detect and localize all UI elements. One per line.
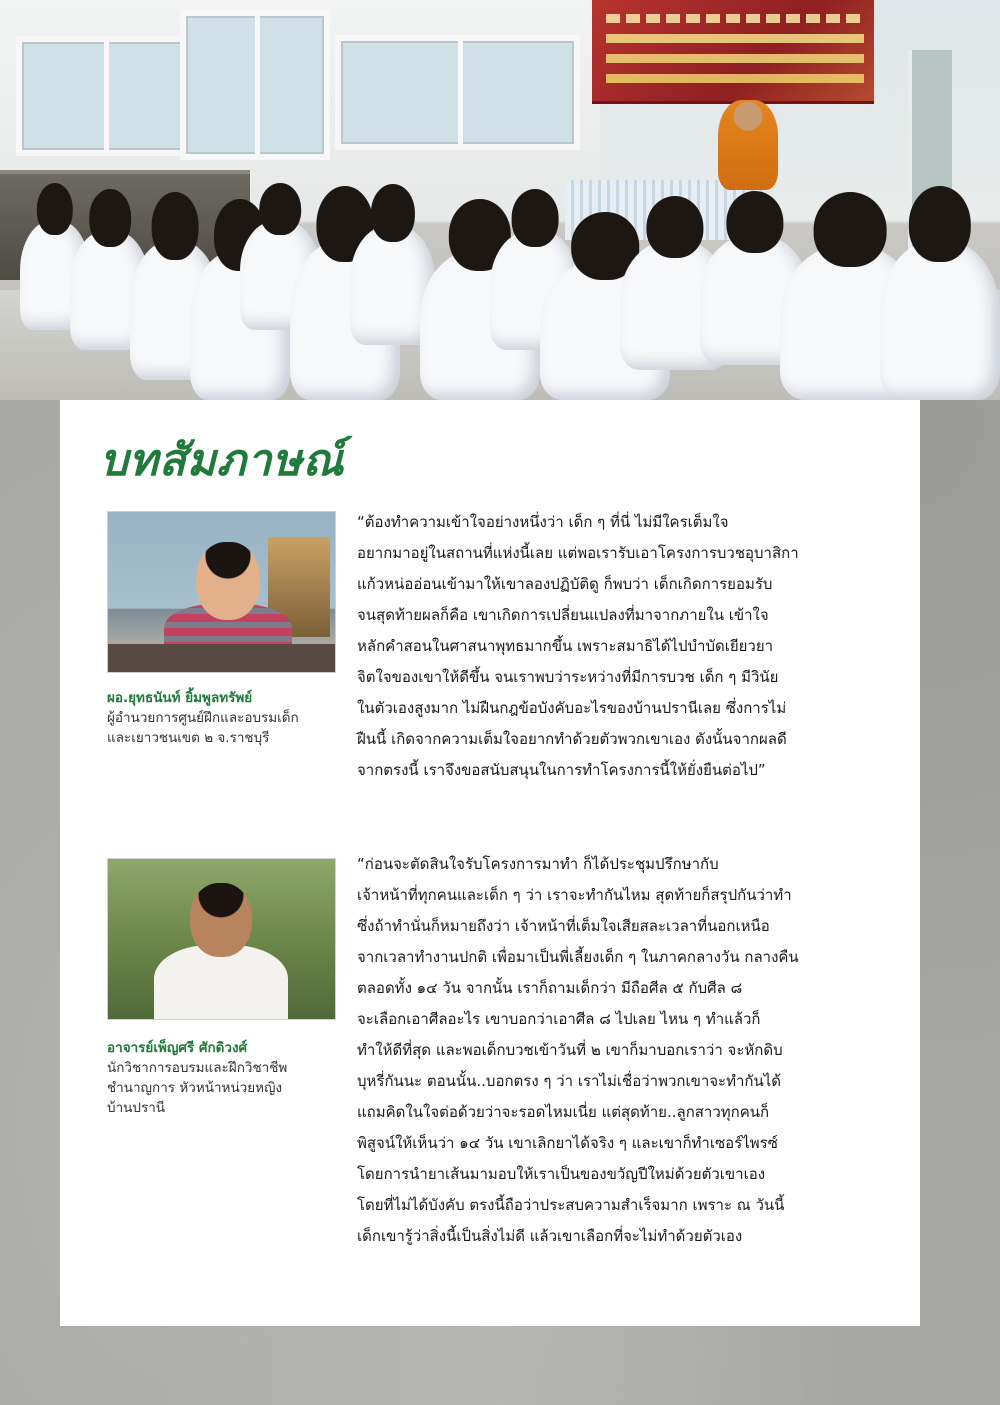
interviewee-role: และเยาวชนเขต ๒ จ.ราชบุรี	[107, 730, 270, 746]
interviewee-role: บ้านปรานี	[107, 1100, 166, 1116]
monk-figure	[718, 100, 778, 190]
caption-teacher	[107, 1038, 347, 1118]
interview-quote: “ก่อนจะตัดสินใจรับโครงการมาทำ ก็ได้ประชุมปรึกษากับ เจ้าหน้าที่ทุกคนและเด็ก ๆ ว่า เราจะทำกันไหม สุดท้ายก็สรุปกันว่าทำ ซึ่งถ้าทำนั่นก็หมายถึงว่า เจ้าหน้าที่เต็มใจเสียสละเวลาที่นอกเหนือ จากเวลาทำงานปกติ เพื่อมาเป็นพี่เลี้ยงเด็ก ๆ ในภาคกลางวัน กลางคืน ตลอดทั้ง ๑๔ วัน จากนั้น เราก็ถามเด็กว่า มีถือศีล ๕ กับศีล ๘ จะเลือกเอาศีลอะไร เขาบอกว่าเอาศีล ๘ ไปเลย ไหน ๆ ทำแล้วก็ ทำให้ดีที่สุด และพอเด็กบวชเข้าวันที่ ๒ เขาก็มาบอกเราว่า จะหักดิบ บุหรี่กันนะ ตอนนั้น..บอกตรง ๆ ว่า เราไม่เชื่อว่าพวกเขาจะทำกันได้ แถมคิดในใจต่อด้วยว่าจะรอดไหมเนี่ย แต่สุดท้าย..ลูกสาวทุกคนก็ พิสูจน์ให้เห็นว่า ๑๔ วัน เขาเลิกยาได้จริง ๆ และเขาก็ทำเซอร์ไพรซ์ โดยการนำยาเส้นมามอบให้เราเป็นของขวัญปีใหม่ด้วยตัวเขาเอง โดยที่ไม่ได้บังคับ ตรงนี้ถือว่าประสบความสำเร็จมาก เพราะ ณ วันนี้ เด็กเขารู้ว่าสิ่งนี้เป็นสิ่งไม่ดี แล้วเขาเลือกที่จะไม่ทำด้วยตัวเอง	[357, 855, 799, 1245]
portrait-teacher	[107, 858, 336, 1020]
window	[180, 10, 330, 160]
hero-photo-ordination-ceremony	[0, 0, 1000, 400]
participant-figure	[880, 240, 1000, 400]
window	[335, 35, 580, 150]
interviewee-role: ผู้อำนวยการศูนย์ฝึกและอบรมเด็ก	[107, 710, 299, 726]
interviewee-name: อาจารย์เพ็ญศรี ศักดิวงศ์	[107, 1040, 248, 1056]
interviewee-name: ผอ.ยุทธนันท์ ยิ้มพูลทรัพย์	[107, 690, 253, 706]
caption-director	[107, 688, 347, 748]
interviewee-role: ชำนาญการ หัวหน้าหน่วยหญิง	[107, 1080, 283, 1096]
face	[190, 883, 252, 957]
face	[196, 542, 260, 620]
project-banner	[592, 0, 874, 104]
page-title: บทสัมภาษณ์	[100, 435, 345, 486]
window	[16, 36, 191, 156]
portrait-director	[107, 511, 336, 673]
desk	[108, 644, 336, 673]
interview-quote: “ต้องทำความเข้าใจอย่างหนึ่งว่า เด็ก ๆ ที่นี่ ไม่มีใครเต็มใจ อยากมาอยู่ในสถานที่แห่งนี้เลย แต่พอเรารับเอาโครงการบวชอุบาสิกา แก้วหน่ออ่อนเข้ามาให้เขาลองปฏิบัติดู ก็พบว่า เด็กเกิดการยอมรับ จนสุดท้ายผลก็คือ เขาเกิดการเปลี่ยนแปลงที่มาจากภายใน เข้าใจ หลักคำสอนในศาสนาพุทธมากขึ้น เพราะสมาธิได้ไปบำบัดเยียวยา จิตใจของเขาให้ดีขึ้น จนเราพบว่าระหว่างที่มีการบวช เด็ก ๆ มีวินัย ในตัวเองสูงมาก ไม่ฝืนกฎข้อบังคับอะไรของบ้านปรานีเลย ซึ่งการไม่ ฝืนนี้ เกิดจากความเต็มใจอยากทำด้วยตัวพวกเขาเอง ดังนั้นจากผลดี จากตรงนี้ เราจึงขอสนับสนุนในการทำโครงการนี้ให้ยั่งยืนต่อไป”	[357, 513, 799, 779]
interviewee-role: นักวิชาการอบรมและฝึกวิชาชีพ	[107, 1060, 288, 1076]
